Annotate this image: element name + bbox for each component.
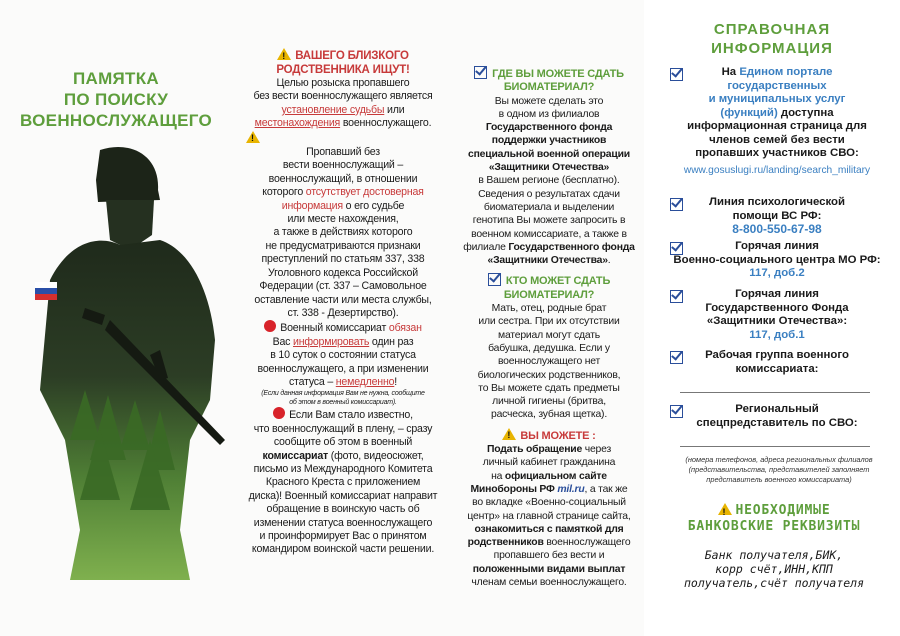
- text-line: военнослужащего, а при изменении: [257, 362, 429, 375]
- pointer-icon: [264, 320, 276, 332]
- checkbox-icon: [670, 351, 683, 364]
- section-heading: РОДСТВЕННИКА ИЩУТ!: [276, 64, 410, 76]
- text-line: материал могут сдать: [498, 329, 600, 341]
- checkbox-icon: [474, 66, 487, 79]
- text-line: не предусматриваются признаки: [265, 239, 421, 252]
- text-line: Пропавший без: [306, 146, 380, 159]
- section-heading: БИОМАТЕРИАЛ?: [503, 288, 595, 301]
- text-line: биоматериала и выделении: [483, 201, 615, 213]
- checkbox-icon: [670, 290, 683, 303]
- text-line: ознакомиться с памяткой для: [474, 523, 624, 535]
- warning-icon: [502, 428, 516, 440]
- text-line: «Защитники Отечества»: [488, 162, 610, 174]
- psych-helpline-item: Линия психологической помощи ВС РФ: 8-800-550-67-98: [662, 196, 892, 237]
- note-line: об этом в военный комиссариат).: [289, 399, 397, 407]
- checkbox-icon: [488, 273, 501, 286]
- fill-in-line: [680, 446, 870, 447]
- text-line: письмо из Международного Комитета: [253, 462, 433, 475]
- text-line: в одном из филиалов: [498, 108, 600, 120]
- bank-details: Банк получателя,БИК, корр счёт,ИНН,КПП получатель,счёт получателя: [683, 548, 864, 590]
- military-social-center-item: Горячая линия Военно-социального центра МО РФ: 117, доб.2: [662, 240, 892, 281]
- text-line: статуса – немедленно!: [288, 375, 398, 388]
- commissariat-group-item: Рабочая группа военного комиссариата:: [662, 349, 892, 376]
- text-line: Если Вам стало известно,: [236, 407, 450, 422]
- text-line: местонахождения военнослужащего.: [254, 117, 432, 130]
- section-heading: !ВАШЕГО БЛИЗКОГО: [236, 48, 450, 63]
- pointer-icon: [273, 407, 285, 419]
- text-line: центр» на главной странице сайта,: [467, 510, 631, 522]
- text-line: командиром воинской части решении.: [251, 543, 435, 556]
- reference-info-panel: [644, 0, 900, 636]
- panel-header: СПРАВОЧНАЯ ИНФОРМАЦИЯ: [711, 21, 833, 57]
- relative-search-panel: [232, 0, 454, 636]
- text-line: Сведения о результатах сдачи: [478, 188, 620, 200]
- title-line: ПО ПОИСКУ: [63, 90, 169, 109]
- warning-icon: [718, 503, 732, 515]
- text-line: и проинформирует Вас о принятом: [259, 530, 427, 542]
- text-line: изменении статуса военнослужащего: [253, 516, 433, 529]
- text-line: личный кабинет гражданина: [482, 457, 616, 469]
- flag-stripe-white: [35, 282, 57, 288]
- defenders-fund-item: Горячая линия Государственного Фонда «Защитники Отечества»: 117, доб.1: [662, 288, 892, 342]
- gosuslugi-link[interactable]: www.gosuslugi.ru/landing/search_military: [683, 164, 871, 176]
- phone-number[interactable]: 8-800-550-67-98: [732, 222, 822, 236]
- title-line: ПАМЯТКА: [72, 69, 159, 88]
- text-line: Минобороны РФ mil.ru, а так же: [470, 483, 628, 495]
- text-line: Мать, отец, родные брат: [491, 303, 607, 315]
- text-line: Вы можете сделать это: [494, 95, 604, 107]
- text-line: [236, 131, 450, 146]
- text-line: Подать обращение через: [486, 444, 612, 456]
- text-line: вести военнослужащий –: [282, 159, 404, 172]
- fill-in-line: [680, 392, 870, 393]
- text-line: сообщите об этом в военный: [273, 436, 413, 449]
- text-line: филиале Государственного фонда: [463, 241, 635, 253]
- text-line: Красного Креста с приложением: [265, 476, 421, 489]
- text-line: «Защитники Отечества».: [487, 255, 611, 267]
- text-line: Федерации (ст. 337 – Самовольное: [259, 280, 427, 293]
- text-line: в 10 суток о состоянии статуса: [270, 349, 416, 362]
- section-heading: КТО МОЖЕТ СДАТЬ: [454, 273, 644, 288]
- text-line: Военный комиссариат обязан: [236, 320, 450, 335]
- phone-number[interactable]: 117, доб.2: [749, 267, 805, 279]
- text-line: диска)! Военный комиссариат направит: [248, 489, 438, 502]
- warning-icon: [277, 48, 291, 60]
- text-line: Целью розыска пропавшего: [276, 77, 410, 89]
- text-line: в Вашем регионе (бесплатно).: [478, 175, 620, 187]
- flag-stripe-blue: [35, 288, 57, 294]
- text-line: военнослужащего нет: [497, 356, 601, 368]
- soldier-silhouette-image: [10, 140, 230, 580]
- gosuslugi-item: На Едином портале государственных и муниципальных услуг (функций) доступна информационная страница для членов семей без вести пропавших участников СВО: www.gosuslugi.ru/landing/search_military: [662, 66, 892, 177]
- text-line: без вести военнослужащего является: [253, 90, 433, 103]
- text-line: расческа, зубная щетка).: [490, 409, 608, 421]
- mil-ru-link[interactable]: mil.ru: [557, 483, 585, 495]
- text-line: пропавшего без вести и: [493, 550, 605, 562]
- text-line: информация о его судьбе: [281, 199, 405, 212]
- phone-number[interactable]: 117, доб.1: [749, 328, 805, 341]
- checkbox-icon: [670, 405, 683, 418]
- text-line: то Вы можете сдать предметы: [478, 382, 620, 394]
- fill-note: (номера телефонов, адреса региональных филиалов (представительства, представителей заполняет представитель военного комиссариата): [685, 455, 873, 484]
- text-line: преступлений по статьям 337, 338: [261, 253, 425, 266]
- text-line: специальной военной операции: [468, 148, 630, 160]
- checkbox-icon: [670, 68, 683, 81]
- text-line: оставление части или места службы,: [254, 293, 432, 306]
- text-line: комиссариат (фото, видеосюжет,: [262, 449, 424, 462]
- text-line: что военнослужащий в плену, – сразу: [253, 422, 433, 435]
- text-line: положенными видами выплат: [472, 563, 626, 575]
- checkbox-icon: [670, 242, 683, 255]
- text-line: установление судьбы или: [281, 103, 405, 116]
- text-line: или сестра. При их отсутствии: [478, 316, 620, 328]
- text-line: членам семьи военнослужащего.: [471, 576, 627, 588]
- text-line: а также в действиях которого: [273, 226, 413, 239]
- text-line: бабушка, дедушка. Если у: [488, 342, 610, 354]
- text-line: Государственного фонда: [485, 122, 613, 134]
- title-line: ВОЕННОСЛУЖАЩЕГО: [20, 111, 212, 130]
- text-line: военном комиссариате, а также в: [471, 228, 627, 240]
- section-heading: !ВЫ МОЖЕТЕ :: [454, 428, 644, 443]
- section-heading: ГДЕ ВЫ МОЖЕТЕ СДАТЬ: [454, 66, 644, 81]
- text-line: которого отсутствует достоверная: [262, 186, 424, 199]
- text-line: или месте нахождения,: [287, 213, 399, 226]
- text-line: обращение в воинскую часть об: [266, 503, 420, 516]
- text-line: ст. 338 - Дезертирство).: [287, 306, 399, 319]
- regional-rep-item: Региональный спецпредставитель по СВО:: [662, 403, 892, 430]
- text-line: поддержки участников: [491, 135, 607, 147]
- brochure-title: [8, 68, 224, 131]
- warning-icon: [246, 131, 260, 143]
- text-line: генотипа Вы можете запросить в: [472, 215, 626, 227]
- text-line: Уголовного кодекса Российской: [268, 266, 418, 279]
- text-line: военнослужащий, в отношении: [268, 172, 418, 185]
- checkbox-icon: [670, 198, 683, 211]
- text-line: на официальном сайте: [491, 470, 607, 482]
- bank-details-heading: !НЕОБХОДИМЫЕ БАНКОВСКИЕ РЕКВИЗИТЫ: [654, 503, 894, 535]
- section-heading: БИОМАТЕРИАЛ?: [503, 81, 595, 94]
- text-line: родственников военнослужащего: [467, 537, 631, 549]
- text-line: личной гигиены (бритва,: [492, 396, 606, 408]
- text-line: биологических родственников,: [477, 369, 621, 381]
- biomaterial-panel: [454, 0, 644, 636]
- flag-stripe-red: [35, 294, 57, 300]
- note-line: (Если данная информация Вам не нужна, сообщите: [261, 390, 425, 398]
- text-line: Вас информировать один раз: [272, 335, 414, 348]
- text-line: во вкладке «Военно-социальный: [472, 497, 626, 509]
- cover-panel: [0, 0, 232, 636]
